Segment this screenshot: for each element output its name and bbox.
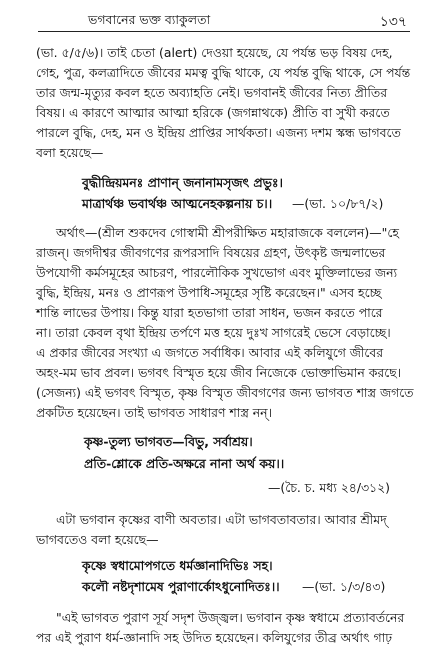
header-rule bbox=[38, 31, 410, 32]
p3-line-1: এটা ভগবান কৃষ্ণের বাণী অবতার। এটা ভাগবতাবতার। আবার শ্রীমদ্ bbox=[56, 512, 387, 527]
p2-line-2: রাজন্। জগদীশ্বর জীবগণের রূপরসাদি বিষয়ের গ্রহণ, উৎকৃষ্ট জন্মলাভের bbox=[36, 245, 386, 260]
verse1-reference: —(ভা. ১০/৮৭/২) bbox=[292, 196, 384, 211]
verse3-reference: —(ভা. ১/৩/৪৩) bbox=[302, 579, 386, 594]
verse2-line-1: কৃষ্ণ-তুল্য ভাগবত—বিভু, সর্বাশ্রয়। bbox=[84, 434, 253, 449]
verse3-line-1: কৃষ্ণে স্বধামোপগতে ধর্মজ্ঞানাদিভিঃ সহ। bbox=[82, 558, 273, 573]
p1-line-3: তার জন্ম-মৃত্যুর কবল হতে অব্যাহতি নেই। ভগবানই জীবের নিত্য প্রীতির bbox=[36, 85, 388, 100]
verse1-line-2: মাত্রার্থঞ্চ ভবার্থঞ্চ আত্মনেহকল্পনায় চ।। bbox=[82, 196, 273, 211]
p4-line-1: "এই ভাগবত পুরাণ সূর্য সদৃশ উজ্জ্বল। ভগবান কৃষ্ণ স্বধামে প্রত্যাবর্তনের bbox=[56, 610, 405, 625]
p2-line-3: উপযোগী কর্মসমূহের আচরণ, পারলৌকিক সুখভোগ এবং মুক্তিলাভের জন্য bbox=[36, 265, 398, 280]
p2-line-9: (সেজন্য) এই ভগবৎ বিস্মৃত, কৃষ্ণ বিস্মৃত জীবগণের জন্য ভাগবত শাস্ত্র জগতে bbox=[36, 385, 414, 400]
p2-line-4: বুদ্ধি, ইন্দ্রিয়, মনঃ ও প্রাণরূপ উপাধি-সমূহের সৃষ্টি করেছেন।" এসব হচ্ছে bbox=[36, 285, 382, 300]
page-number: ১৩৭ bbox=[379, 14, 407, 30]
p1-line-2: গেহ, পুত্র, কলত্রাদিতে জীবের মমত্ব বুদ্ধি থাকে, যে পর্যন্ত বুদ্ধি থাকে, সে পর্যন্ত bbox=[36, 65, 411, 80]
verse2-line-2: প্রতি-শ্লোকে প্রতি-অক্ষরে নানা অর্থ কয়।। bbox=[84, 456, 285, 471]
verse3-line-2: কলৌ নষ্টদৃশামেষ পুরাণার্কোঽধুনোদিতঃ।। bbox=[82, 579, 280, 594]
p1-line-6: বলা হয়েছে— bbox=[36, 145, 104, 160]
running-header bbox=[0, 10, 431, 30]
p2-line-10: প্রকটিত হয়েছেন। তাই ভাগবত সাধারণ শাস্ত্র নন্। bbox=[36, 405, 273, 420]
p2-line-1: অর্থাৎ—(শ্রীল শুকদেব গোস্বামী শ্রীপরীক্ষিত মহারাজকে বললেন)—"হে bbox=[56, 225, 399, 240]
verse2-reference: —(চৈ. চ. মধ্য ২৪/৩১২) bbox=[268, 480, 390, 495]
p2-line-8: অহং-মম ভাব প্রবল। ভগবৎ বিস্মৃত হয়ে জীব নিজেকে ভোক্তাভিমান করছে। bbox=[36, 365, 402, 380]
p2-line-6: না। তারা কেবল বৃথা ইন্দ্রিয় তর্পণে মত্ত হয়ে দুঃখ সাগরেই ভেসে বেড়াচ্ছে। bbox=[36, 325, 391, 340]
p1-line-1: (ভা. ৫/৫/৬)। তাই চেতা (alert) দেওয়া হয়েছে, যে পর্যন্ত ভড় বিষয় দেহ, bbox=[36, 45, 393, 60]
p1-line-4: বিষয়। এ কারণে আত্মার আত্মা হরিকে (জগন্নাথকে) প্রীতি বা সুখী করতে bbox=[36, 105, 390, 120]
running-title: ভগবানের ভক্ত ব্যাকুলতা bbox=[88, 12, 211, 27]
p2-line-7: এ প্রকার জীবের সংখ্যা এ জগতে সর্বাধিক। আবার এই কলিযুগে জীবের bbox=[36, 345, 384, 360]
p3-line-2: ভাগবতেও বলা হয়েছে— bbox=[36, 532, 159, 547]
p2-line-5: শান্তি লাভের উপায়। কিন্তু যারা হতভাগা তারা সাধন, ভজন করতে পারে bbox=[36, 305, 383, 320]
p1-line-5: পারলে বুদ্ধি, দেহ, মন ও ইন্দ্রিয় প্রাপ্তির সার্থকতা। এজন্য দশম স্কন্ধ ভাগবতে bbox=[36, 125, 401, 140]
verse1-line-1: বুদ্ধীন্দ্রিয়মনঃ প্রাণান্ জনানামসৃজৎ প্রভুঃ। bbox=[82, 175, 283, 190]
p4-line-2: পর এই পুরাণ ধর্ম-জ্ঞানাদি সহ উদিত হয়েছেন। কলিযুগের তীব্র অর্থাৎ গাঢ় bbox=[36, 630, 392, 645]
